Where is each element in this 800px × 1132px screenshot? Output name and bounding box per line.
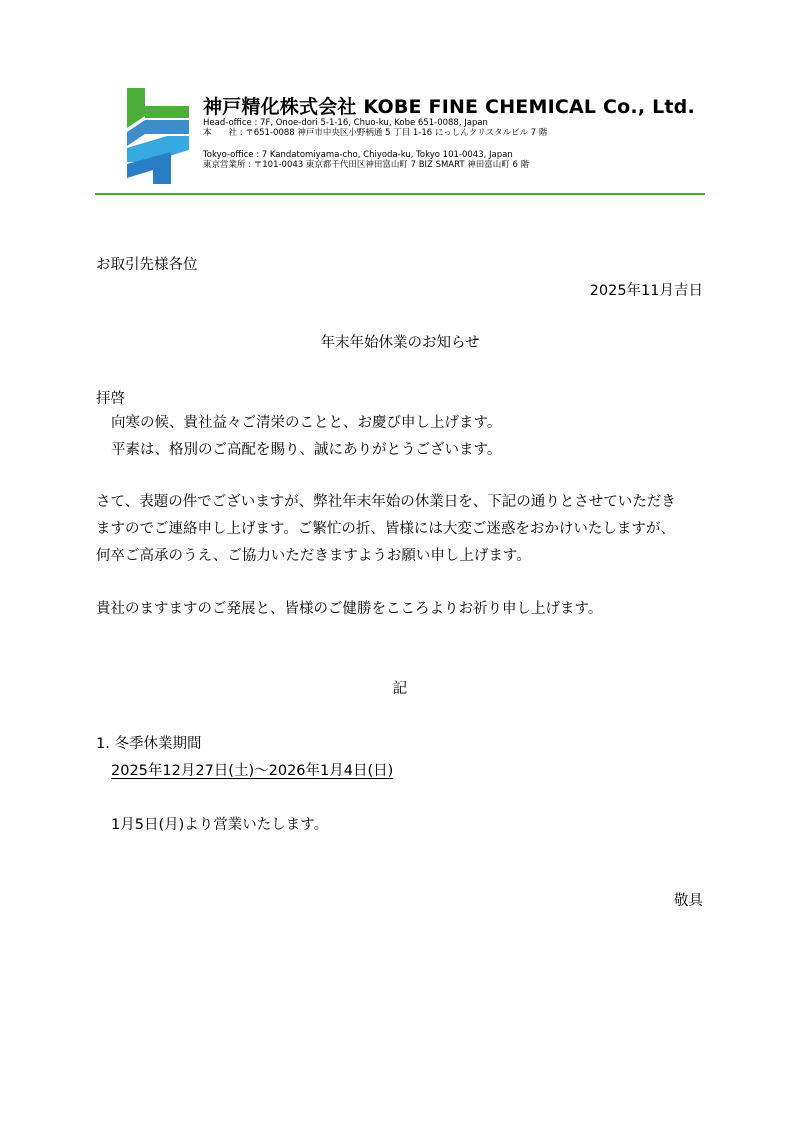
letter-date: 2025年11月吉日: [589, 283, 703, 299]
resume-note: 1月5日(月)より営業いたします。: [111, 817, 329, 833]
ki-heading: 記: [392, 681, 408, 697]
head-office-address-ja: 本 社 : 〒651-0088 神戸市中央区小野柄通 5 丁目 1-16 にっしんクリスタルビル 7 階: [203, 128, 548, 138]
greeting-line-2: 平素は、格別のご高配を賜り、誠にありがとうございます。: [111, 442, 502, 458]
head-office-address-en: Head-office : 7F, Onoe-dori 5-1-16, Chuo-ku, Kobe 651-0088, Japan: [203, 118, 488, 128]
holiday-period: 2025年12月27日(土)～2026年1月4日(日): [111, 763, 394, 779]
body-line-3: 何卒ご高承のうえ、ご協力いただきますようお願い申し上げます。: [96, 548, 531, 564]
body-line-2: ますのでご連絡申し上げます。ご繁忙の折、皆様には大変ご迷惑をおかけいたしますが、: [96, 521, 675, 537]
recipient: お取引先様各位: [96, 257, 198, 273]
closing-salutation: 敬具: [674, 893, 703, 909]
tokyo-office-address-en: Tokyo-office : 7 Kandatomiyama-cho, Chiyoda-ku, Tokyo 101-0043, Japan: [203, 150, 513, 160]
letterhead-divider: [95, 193, 705, 195]
opening-salutation: 拝啓: [96, 391, 125, 407]
company-logo: [127, 88, 189, 184]
body-line-1: さて、表題の件でございますが、弊社年末年始の休業日を、下記の通りとさせていただき: [96, 494, 676, 510]
wishes-line: 貴社のますますのご発展と、皆様のご健勝をこころよりお祈り申し上げます。: [96, 601, 603, 617]
company-name: 神戸精化株式会社 KOBE FINE CHEMICAL Co., Ltd.: [203, 96, 695, 118]
letter-title: 年末年始休業のお知らせ: [320, 335, 480, 351]
greeting-line-1: 向寒の候、貴社益々ご清栄のことと、お慶び申し上げます。: [111, 415, 502, 431]
tokyo-office-address-ja: 東京営業所 : 〒101-0043 東京都千代田区神田富山町 7 BIZ SMART 神田富山町 6 階: [203, 160, 530, 170]
item-heading: 1. 冬季休業期間: [96, 736, 202, 752]
